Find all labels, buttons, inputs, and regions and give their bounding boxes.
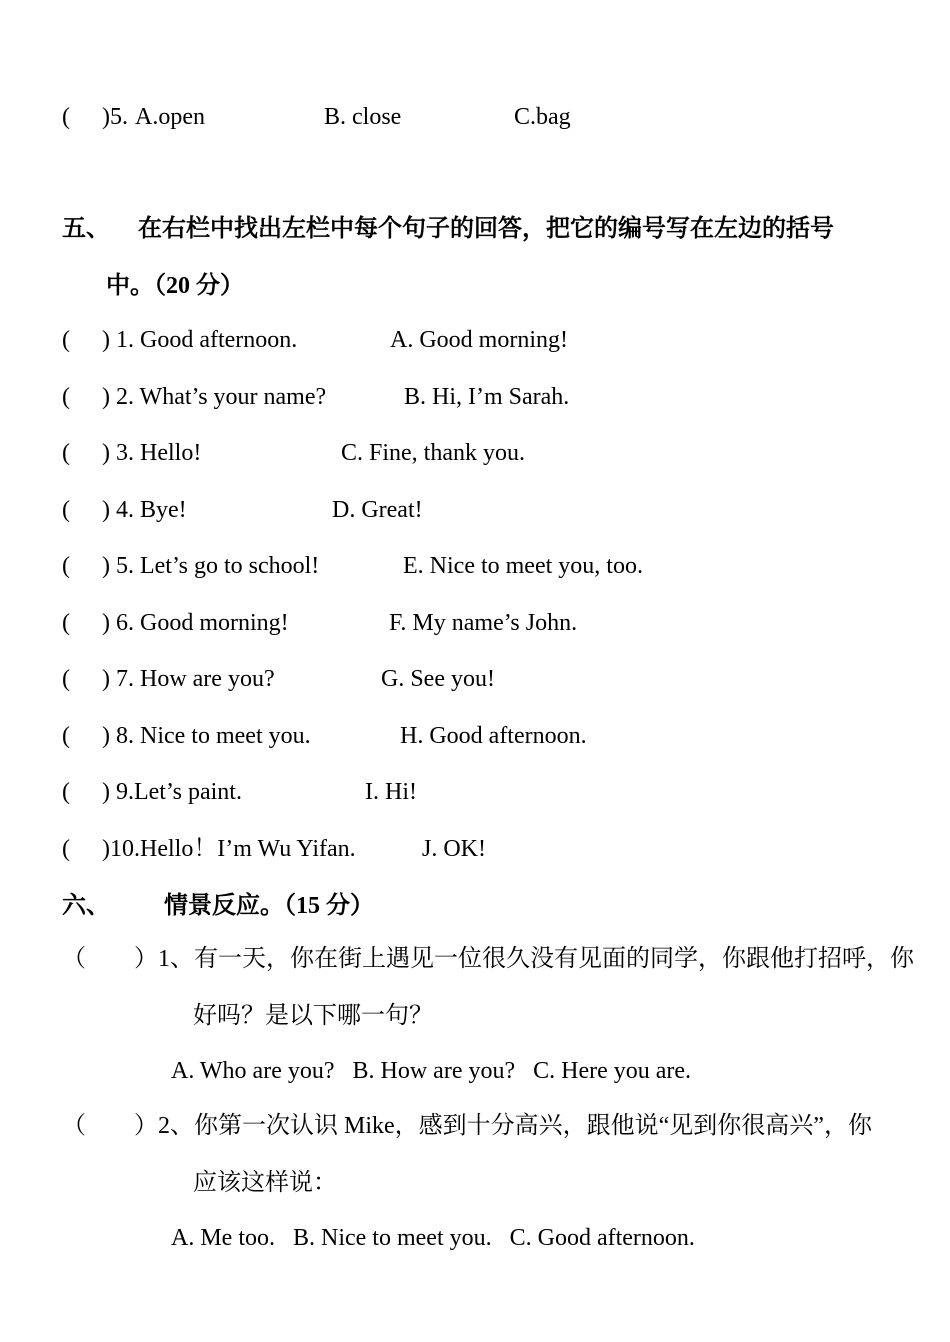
answer-blank[interactable]: ( (62, 553, 70, 579)
answer-blank[interactable]: ( (62, 610, 70, 636)
right-column-response: B. Hi, I’m Sarah. (404, 384, 570, 410)
option-a: A.open (135, 104, 205, 130)
right-column-response: E. Nice to meet you, too. (403, 553, 643, 579)
right-column-response: D. Great! (332, 497, 423, 523)
question-1-options: A. Who are you? B. How are you? C. Here you are. (171, 1058, 692, 1084)
left-column-sentence: ) 4. Bye! (102, 497, 187, 523)
answer-blank[interactable]: ( (62, 723, 70, 749)
left-column-sentence: ) 6. Good morning! (102, 610, 289, 636)
question-2-text-cont: 应该这样说： (193, 1170, 337, 1196)
answer-blank[interactable]: ( (62, 497, 70, 523)
answer-blank[interactable]: ( (62, 836, 70, 862)
left-column-sentence: ) 2. What’s your name? (102, 384, 327, 410)
question-2-text: （ ）2、你第一次认识 Mike，感到十分高兴，跟他说“见到你很高兴”，你 (62, 1113, 872, 1139)
left-column-sentence: )10.Hello！I’m Wu Yifan. (102, 836, 356, 862)
answer-blank[interactable]: ( (62, 327, 70, 353)
question-1-text: （ ）1、有一天，你在街上遇见一位很久没有见面的同学，你跟他打招呼，你 (62, 946, 914, 972)
section5-title-line2: 中。（20 分） (106, 273, 244, 299)
left-column-sentence: ) 5. Let’s go to school! (102, 553, 320, 579)
right-column-response: H. Good afternoon. (400, 723, 587, 749)
section5-label: 五、 (62, 216, 110, 242)
option-c: C.bag (514, 104, 571, 130)
right-column-response: A. Good morning! (390, 327, 568, 353)
answer-paren-open[interactable]: ( (62, 104, 70, 130)
answer-blank[interactable]: ( (62, 666, 70, 692)
question-number: )5. (102, 104, 128, 130)
question-2-options: A. Me too. B. Nice to meet you. C. Good afternoon. (171, 1225, 695, 1251)
section5-title-line1: 在右栏中找出左栏中每个句子的回答，把它的编号写在左边的括号 (138, 216, 834, 242)
left-column-sentence: ) 3. Hello! (102, 440, 202, 466)
right-column-response: G. See you! (381, 666, 495, 692)
left-column-sentence: ) 1. Good afternoon. (102, 327, 298, 353)
right-column-response: F. My name’s John. (389, 610, 578, 636)
answer-blank[interactable]: ( (62, 384, 70, 410)
answer-blank[interactable]: ( (62, 779, 70, 805)
right-column-response: J. OK! (422, 836, 486, 862)
left-column-sentence: ) 8. Nice to meet you. (102, 723, 311, 749)
left-column-sentence: ) 9.Let’s paint. (102, 779, 242, 805)
section6-title: 情景反应。（15 分） (164, 893, 374, 919)
question-1-text-cont: 好吗？是以下哪一句？ (193, 1003, 433, 1029)
section6-label: 六、 (62, 893, 110, 919)
right-column-response: C. Fine, thank you. (341, 440, 525, 466)
answer-blank[interactable]: ( (62, 440, 70, 466)
left-column-sentence: ) 7. How are you? (102, 666, 275, 692)
option-b: B. close (324, 104, 402, 130)
right-column-response: I. Hi! (365, 779, 417, 805)
